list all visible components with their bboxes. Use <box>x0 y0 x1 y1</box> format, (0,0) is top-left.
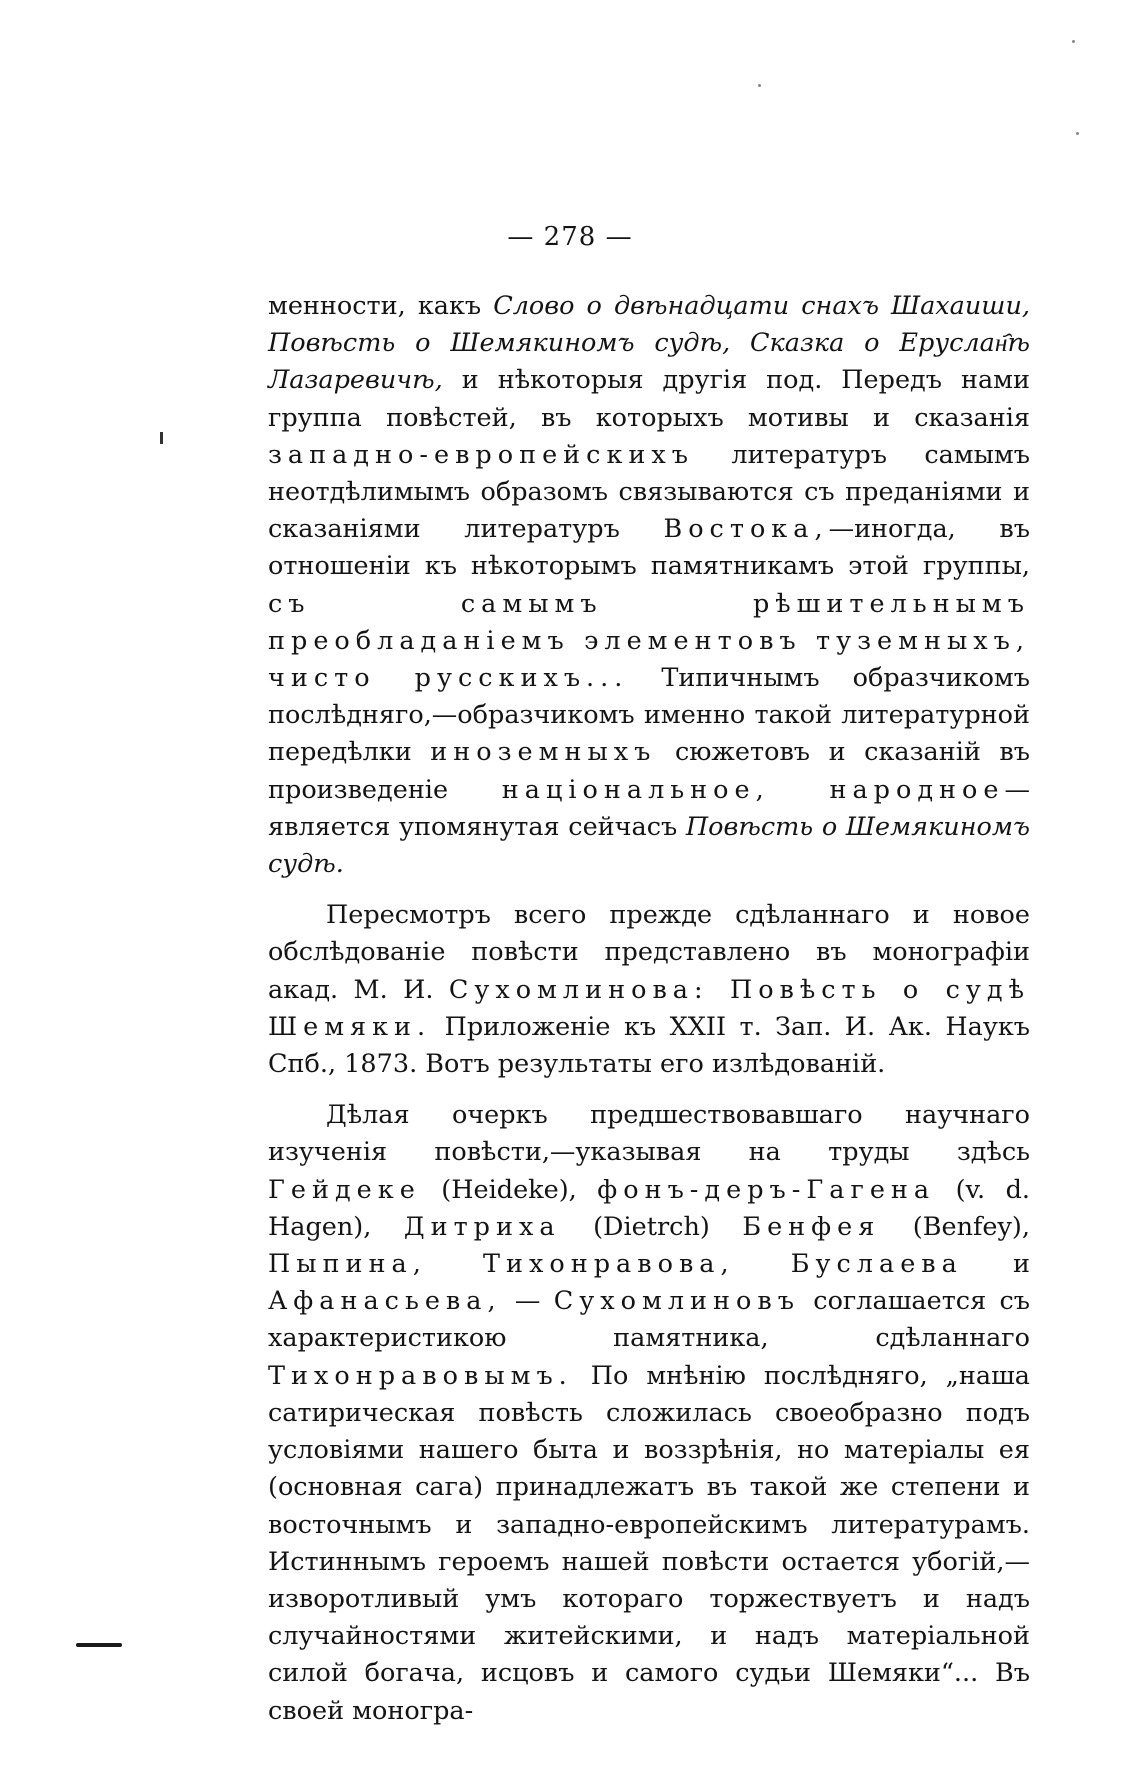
text-run: (Benfey), <box>880 1211 1030 1242</box>
text-run: — <box>501 1286 554 1317</box>
paragraph <box>268 897 1030 1083</box>
spaced-text: Пыпина, Тихонравова, Буслаева <box>268 1249 963 1280</box>
text-run: —иногда, въ отношеніи къ нѣкоторымъ памятникамъ этой группы, <box>268 514 1030 582</box>
italic-text: Слово о двѣнадцати снахъ Шахаиши, Повѣсть о Шемякиномъ судѣ, Сказка о Еруслан҄ѣ Лазаревичѣ, <box>268 291 1030 396</box>
paragraph <box>268 1097 1030 1729</box>
text-run: и <box>962 1249 1030 1280</box>
spaced-text: фонъ-деръ-Гагена <box>597 1174 936 1205</box>
spaced-text: Сухомлиновъ <box>553 1286 800 1317</box>
text-run: (v. d. Hagen), <box>268 1174 1030 1242</box>
edge-mark <box>76 1643 122 1647</box>
paragraph <box>268 288 1030 883</box>
body-text <box>268 288 1030 1744</box>
margin-mark <box>160 432 163 444</box>
spaced-text: Тихонравовымъ. <box>268 1360 573 1391</box>
spaced-text: Афанасьева, <box>268 1286 502 1317</box>
spaced-text: Востока, <box>663 514 829 545</box>
text-run: и нѣкоторыя другія под. Передъ нами группа повѣстей, въ которыхъ мотивы и сказанія <box>268 365 1030 433</box>
italic-text: Повѣсть о Шемякиномъ судѣ. <box>268 811 1030 880</box>
text-run: сюжетовъ и сказаній въ произведеніе <box>268 737 1030 805</box>
text-run: (Dietrch) <box>560 1211 743 1242</box>
spaced-text: національное, народное <box>501 774 1005 805</box>
text-run: (Heideke), <box>420 1174 598 1205</box>
spaced-text: съ самымъ рѣшительнымъ преобладаніемъ элементовъ туземныхъ, чисто русскихъ... <box>268 588 1030 694</box>
text-run: менности, какъ <box>268 291 494 321</box>
spaced-text: иноземныхъ <box>430 737 657 768</box>
paper-speck <box>758 84 761 87</box>
text-run: Приложеніе къ XXII т. Зап. И. Ак. Наукъ Спб., 1873. Вотъ результаты его излѣдованій. <box>268 1011 1030 1080</box>
text-run: Пересмотръ всего прежде сдѣланнаго и новое обслѣдованіе повѣсти представлено въ монографіи акад. М. И. <box>268 900 1030 1005</box>
text-run: Типичнымъ образчикомъ послѣдняго,—образчикомъ именно такой литературной передѣлки <box>268 663 1030 768</box>
spaced-text: Бенфея <box>742 1211 881 1242</box>
page-number: — 278 — <box>507 222 633 252</box>
spaced-text: западно-европейскихъ <box>268 439 694 470</box>
paper-speck <box>1072 40 1075 43</box>
text-run: По мнѣнію послѣдняго, „наша сатирическая повѣсть сложилась своеобразно подъ условіями нашего быта и воззрѣнія, но матеріалы ея (основная сага) принадлежатъ въ такой же степени и восточнымъ и западно-европейскимъ литературамъ. Истиннымъ героемъ нашей повѣсти остается убогій,—изворотливый умъ котораго торжествуетъ и надъ случайностями житейскими, и надъ матеріальной силой богача, исцовъ и самого судьи Шемяки“... Въ своей моногра- <box>268 1360 1030 1726</box>
text-run: литературъ самымъ неотдѣлимымъ образомъ связываются съ преданіями и сказаніями литературъ <box>268 439 1030 545</box>
text-run: —является упомянутая сейчасъ <box>268 774 1030 842</box>
paper-speck <box>1076 132 1079 135</box>
text-run: Дѣлая очеркъ предшествовавшаго научнаго изученія повѣсти,—указывая на труды здѣсь <box>268 1100 1030 1168</box>
spaced-text: Сухомлинова: Повѣсть о судѣ Шемяки. <box>268 974 1030 1042</box>
spaced-text: Дитриха <box>403 1211 561 1242</box>
text-run: соглашается съ характеристикою памятника, сдѣланнаго <box>268 1286 1030 1354</box>
spaced-text: Гейдеке <box>268 1174 421 1205</box>
